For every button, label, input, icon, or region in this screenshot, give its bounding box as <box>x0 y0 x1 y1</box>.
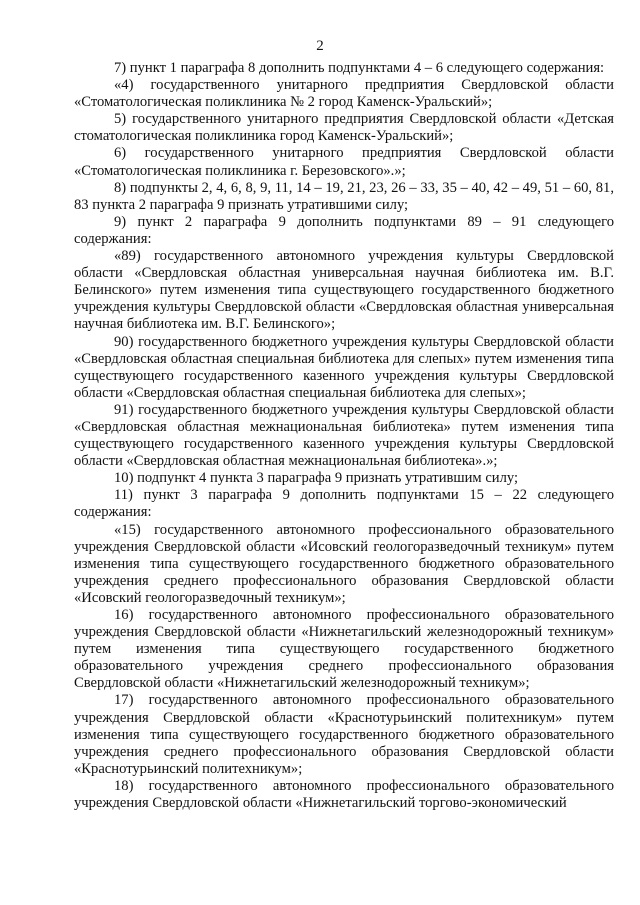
paragraph-subitem-5: 5) государственного унитарного предприятия Свердловской области «Детская стоматологическая поликлиника город Каменск-Уральский»; <box>74 111 614 145</box>
document-body <box>74 60 614 812</box>
paragraph-item-8: 8) подпункты 2, 4, 6, 8, 9, 11, 14 – 19, 21, 23, 26 – 33, 35 – 40, 42 – 49, 51 – 60, 81, 83 пункта 2 параграфа 9 признать утратившими силу; <box>74 179 614 213</box>
paragraph-subitem-17: 17) государственного автономного профессионального образовательного учреждения Свердловской области «Краснотурьинский политехникум» путем изменения типа существующего государственного бюджетного образовательного учреждения среднего профессионального образования Свердловской области «Краснотурьинский политехникум»; <box>74 692 614 777</box>
page-number: 2 <box>316 38 324 54</box>
paragraph-subitem-91: 91) государственного бюджетного учреждения культуры Свердловской области «Свердловская областная межнациональная библиотека» путем изменения типа существующего государственного казенного учреждения культуры Свердловской области «Свердловская областная межнациональная библиотека».»; <box>74 401 614 470</box>
paragraph-subitem-90: 90) государственного бюджетного учреждения культуры Свердловской области «Свердловская областная специальная библиотека для слепых» путем изменения типа существующего государственного казенного учреждения культуры Свердловской области «Свердловская областная специальная библиотека для слепых»; <box>74 333 614 401</box>
paragraph-subitem-6: 6) государственного унитарного предприятия Свердловской области «Стоматологическая поликлиника г. Березовского».»; <box>74 145 614 179</box>
paragraph-subitem-18: 18) государственного автономного профессионального образовательного учреждения Свердловской области «Нижнетагильский торгово-экономический <box>74 777 614 812</box>
paragraph-item-11: 11) пункт 3 параграфа 9 дополнить подпунктами 15 – 22 следующего содержания: <box>74 487 614 521</box>
paragraph-subitem-4: «4) государственного унитарного предприятия Свердловской области «Стоматологическая поликлиника № 2 город Каменск-Уральский»; <box>74 77 614 111</box>
paragraph-item-7: 7) пункт 1 параграфа 8 дополнить подпунктами 4 – 6 следующего содержания: <box>114 60 605 76</box>
paragraph-item-10: 10) подпункт 4 пункта 3 параграфа 9 признать утратившим силу; <box>114 470 519 487</box>
paragraph-item-9: 9) пункт 2 параграфа 9 дополнить подпунктами 89 – 91 следующего содержания: <box>74 213 614 247</box>
paragraph-subitem-15: «15) государственного автономного профессионального образовательного учреждения Свердловской области «Исовский геологоразведочный техникум» путем изменения типа существующего государственного бюджетного образовательного учреждения среднего профессионального образования Свердловской области «Исовский геологоразведочный техникум»; <box>74 521 614 606</box>
paragraph-subitem-89: «89) государственного автономного учреждения культуры Свердловской области «Свердловская областная универсальная научная библиотека им. В.Г. Белинского» путем изменения типа существующего государственного бюджетного учреждения культуры Свердловской области «Свердловская областная универсальная научная библиотека им. В.Г. Белинского»; <box>74 248 614 333</box>
paragraph-subitem-16: 16) государственного автономного профессионального образовательного учреждения Свердловской области «Нижнетагильский железнодорожный техникум» путем изменения типа существующего государственного бюджетного образовательного учреждения среднего профессионального образования Свердловской области «Нижнетагильский железнодорожный техникум»; <box>74 607 614 692</box>
